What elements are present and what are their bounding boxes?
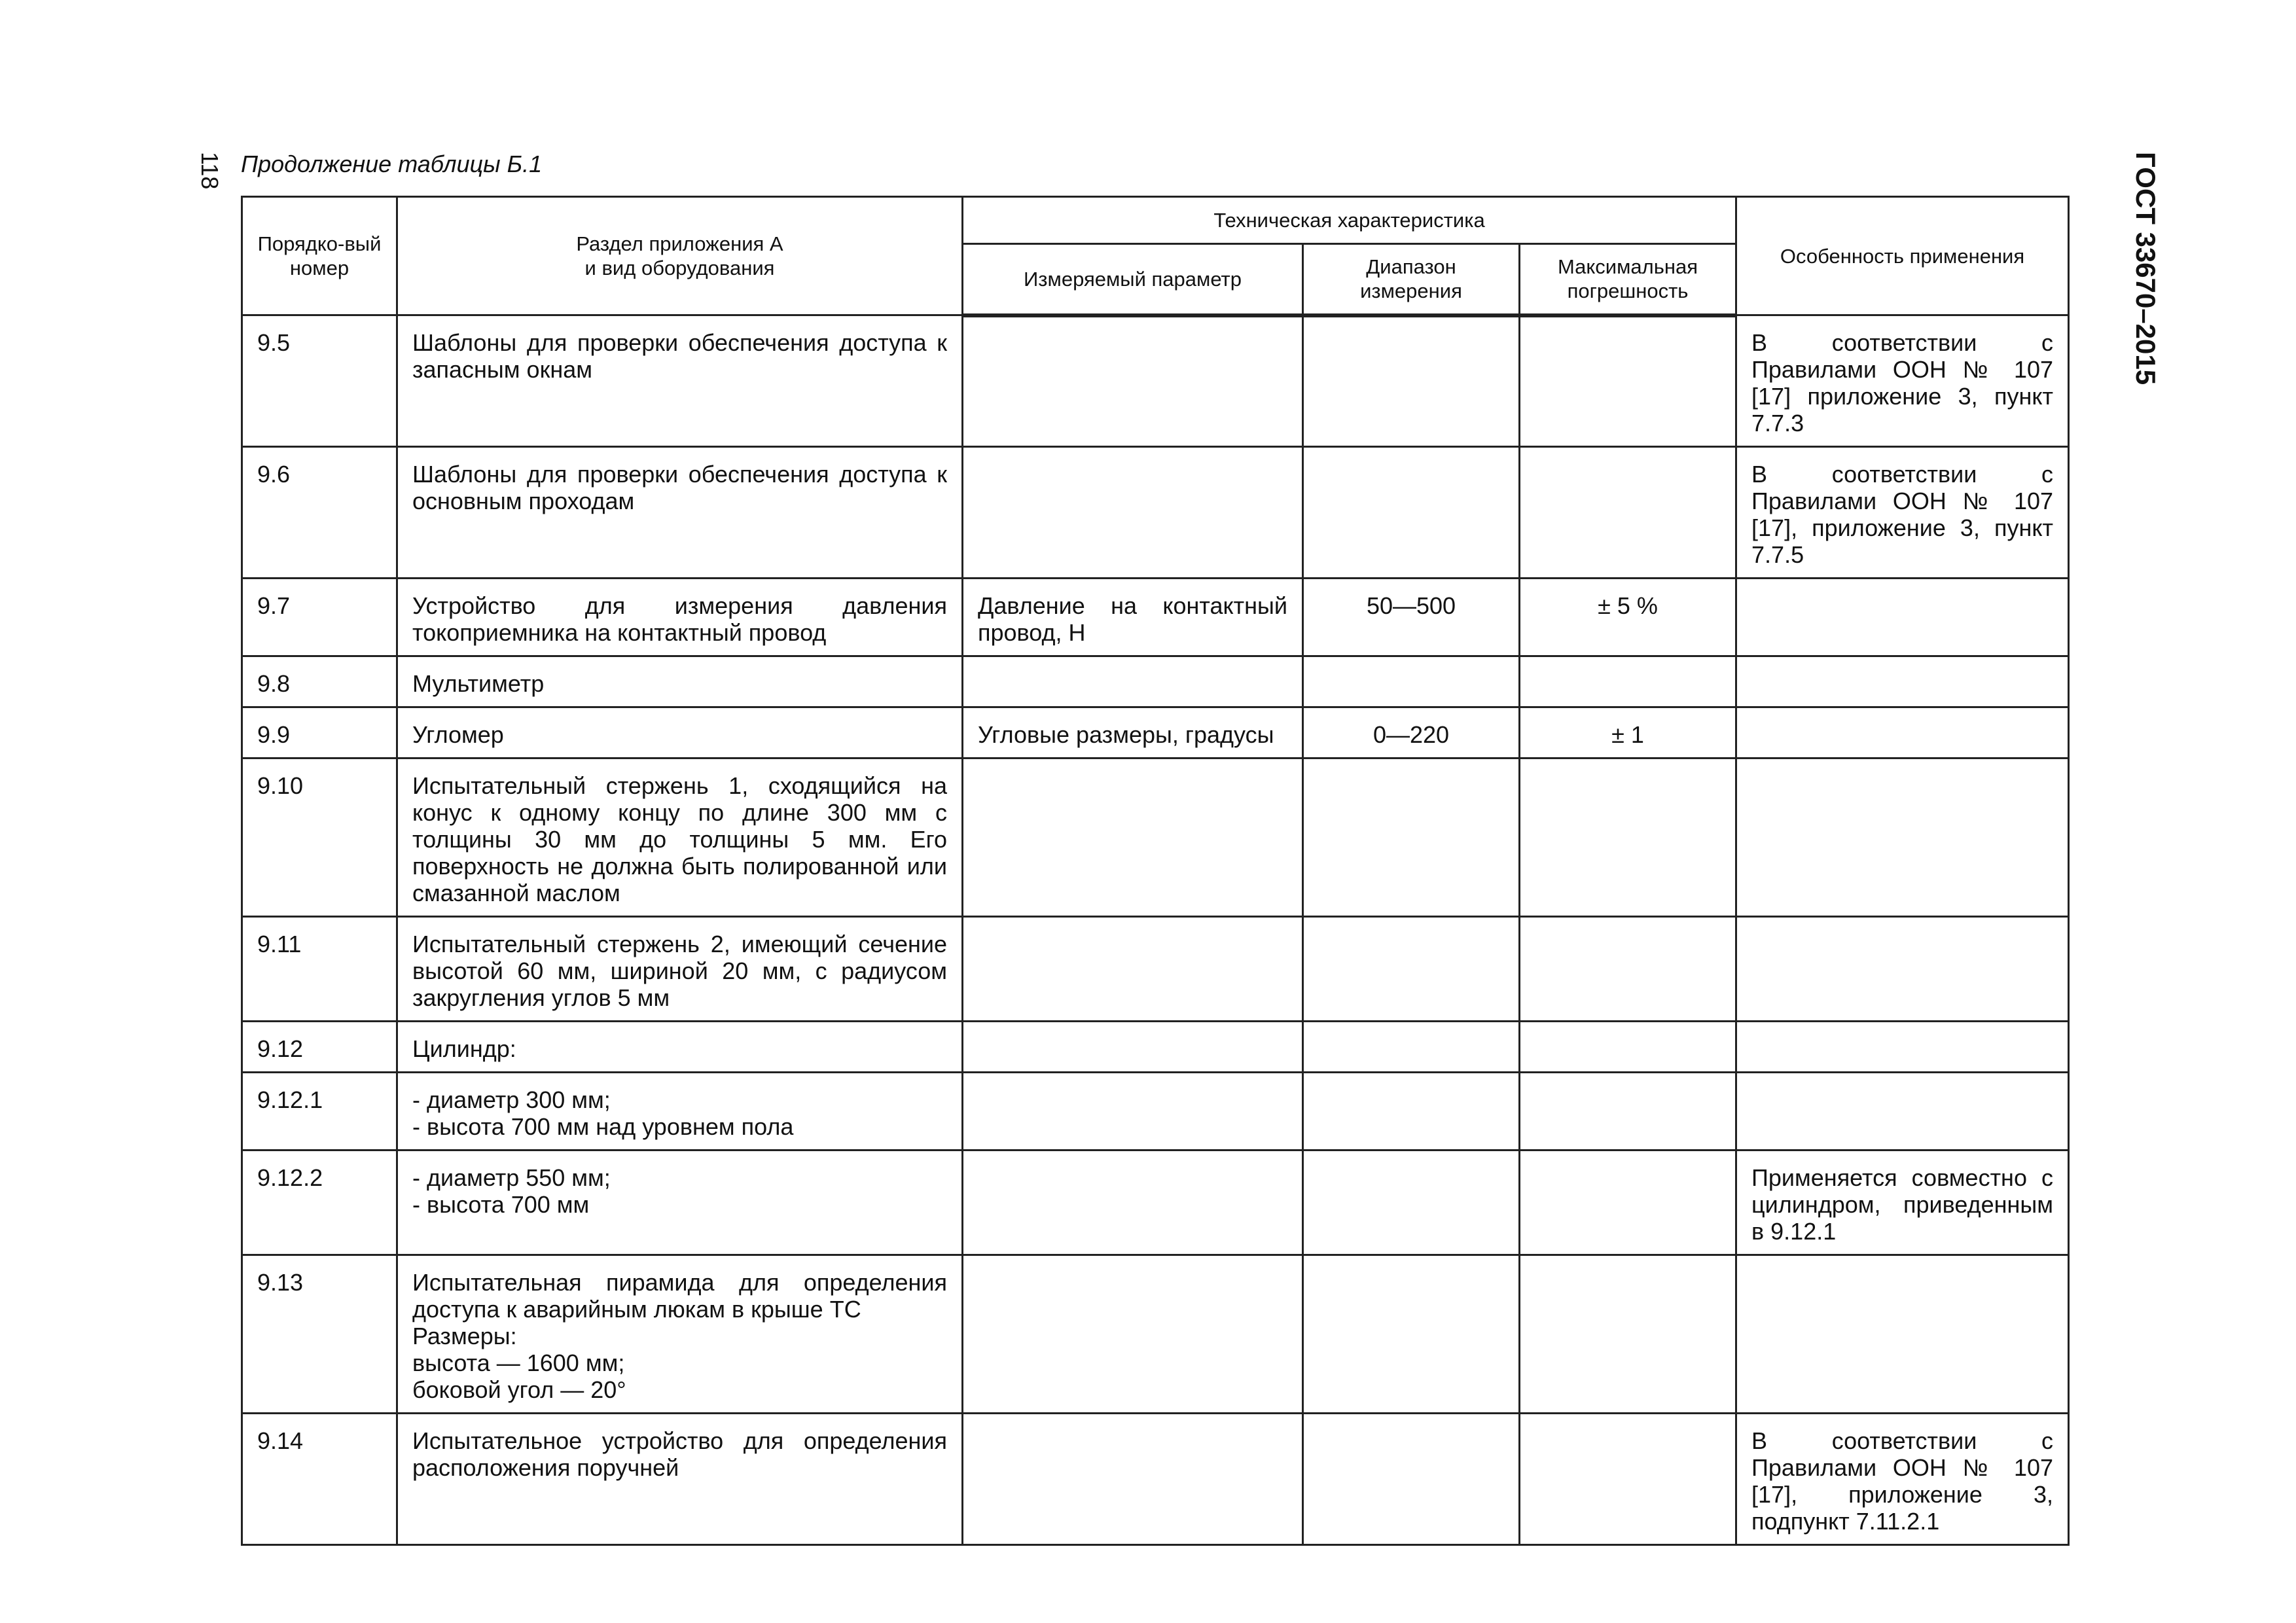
row-number: 9.5 <box>242 315 397 447</box>
row-parameter <box>963 1150 1303 1255</box>
row-section: Испытательный стержень 2, имеющий сечение высотой 60 мм, шириной 20 мм, с радиусом закругления углов 5 мм <box>397 917 963 1022</box>
row-error: ± 5 % <box>1520 579 1736 656</box>
table-row <box>242 1073 2069 1150</box>
row-range: 50—500 <box>1303 579 1520 656</box>
row-section: Мультиметр <box>397 656 963 707</box>
row-application <box>1736 656 2069 707</box>
row-application <box>1736 917 2069 1022</box>
header-parameter: Измеряемый параметр <box>963 244 1303 315</box>
row-error <box>1520 1150 1736 1255</box>
row-application <box>1736 1255 2069 1414</box>
row-range <box>1303 1414 1520 1545</box>
header-technical: Техническая характеристика <box>963 197 1736 244</box>
row-number: 9.14 <box>242 1414 397 1545</box>
row-error <box>1520 917 1736 1022</box>
table-row <box>242 707 2069 758</box>
row-number: 9.7 <box>242 579 397 656</box>
table-row <box>242 1022 2069 1073</box>
row-error <box>1520 315 1736 447</box>
row-number: 9.10 <box>242 758 397 917</box>
row-parameter <box>963 758 1303 917</box>
row-parameter <box>963 656 1303 707</box>
row-section: Испытательный стержень 1, сходящийся на конус к одному концу по длине 300 мм с толщины 30 мм до толщины 5 мм. Его поверхность не должна быть полированной или смазанной маслом <box>397 758 963 917</box>
header-error-line-1: Максимальная <box>1557 255 1698 279</box>
section-line: боковой угол — 20° <box>412 1376 626 1403</box>
section-line: - диаметр 550 мм; <box>412 1164 611 1191</box>
row-section: Испытательное устройство для определения расположения поручней <box>397 1414 963 1545</box>
row-range <box>1303 315 1520 447</box>
row-parameter: Давление на контактный провод, Н <box>963 579 1303 656</box>
row-application: В соответствии с Правилами ООН № 107 [17] приложение 3, пункт 7.7.3 <box>1736 315 2069 447</box>
table-row <box>242 1150 2069 1255</box>
row-section <box>397 1150 963 1255</box>
row-range: 0—220 <box>1303 707 1520 758</box>
row-number: 9.8 <box>242 656 397 707</box>
row-error <box>1520 447 1736 579</box>
table-caption: Продолжение таблицы Б.1 <box>241 151 543 177</box>
header-number: Порядко-вый номер <box>242 197 397 315</box>
section-line: - высота 700 мм над уровнем пола <box>412 1113 794 1140</box>
row-error <box>1520 1022 1736 1073</box>
table-row <box>242 1414 2069 1545</box>
equipment-table <box>241 196 2070 1546</box>
section-line: Испытательная пирамида для определения доступа к аварийным люкам в крыше ТС <box>412 1269 947 1323</box>
row-number: 9.9 <box>242 707 397 758</box>
row-parameter <box>963 1255 1303 1414</box>
row-range <box>1303 917 1520 1022</box>
row-number: 9.11 <box>242 917 397 1022</box>
row-range <box>1303 758 1520 917</box>
header-section-line-1: Раздел приложения А <box>576 232 783 255</box>
document-code: ГОСТ 33670–2015 <box>2130 152 2161 385</box>
header-error-line-2: погрешность <box>1567 279 1689 303</box>
row-application: В соответствии с Правилами ООН № 107 [17], приложение 3, подпункт 7.11.2.1 <box>1736 1414 2069 1545</box>
row-number: 9.13 <box>242 1255 397 1414</box>
row-application <box>1736 1073 2069 1150</box>
row-parameter <box>963 917 1303 1022</box>
row-error <box>1520 758 1736 917</box>
row-section: Шаблоны для проверки обеспечения доступа к основным проходам <box>397 447 963 579</box>
row-range <box>1303 447 1520 579</box>
header-error <box>1520 244 1736 315</box>
row-section <box>397 1255 963 1414</box>
table-header <box>242 197 2069 315</box>
row-section <box>397 1073 963 1150</box>
row-error <box>1520 1073 1736 1150</box>
row-range <box>1303 1022 1520 1073</box>
row-error: ± 1 <box>1520 707 1736 758</box>
table-row <box>242 447 2069 579</box>
row-application: В соответствии с Правилами ООН № 107 [17], приложение 3, пункт 7.7.5 <box>1736 447 2069 579</box>
table-row <box>242 315 2069 447</box>
section-line: высота — 1600 мм; <box>412 1349 625 1376</box>
row-parameter <box>963 315 1303 447</box>
row-error <box>1520 1414 1736 1545</box>
row-number: 9.6 <box>242 447 397 579</box>
table-row <box>242 656 2069 707</box>
row-section: Шаблоны для проверки обеспечения доступа к запасным окнам <box>397 315 963 447</box>
section-line: - высота 700 мм <box>412 1191 590 1218</box>
row-range <box>1303 1073 1520 1150</box>
row-number: 9.12.2 <box>242 1150 397 1255</box>
row-parameter <box>963 1022 1303 1073</box>
row-section: Цилиндр: <box>397 1022 963 1073</box>
row-application <box>1736 758 2069 917</box>
row-range <box>1303 656 1520 707</box>
section-line: Размеры: <box>412 1323 517 1349</box>
row-parameter: Угловые размеры, градусы <box>963 707 1303 758</box>
header-range-line-1: Диапазон <box>1366 255 1456 279</box>
header-section <box>397 197 963 315</box>
section-line: - диаметр 300 мм; <box>412 1086 611 1113</box>
table-row <box>242 758 2069 917</box>
table-row <box>242 579 2069 656</box>
header-application: Особенность применения <box>1736 197 2069 315</box>
row-parameter <box>963 1073 1303 1150</box>
row-section: Устройство для измерения давления токоприемника на контактный провод <box>397 579 963 656</box>
row-number: 9.12 <box>242 1022 397 1073</box>
row-range <box>1303 1255 1520 1414</box>
row-application: Применяется совместно с цилиндром, приведенным в 9.12.1 <box>1736 1150 2069 1255</box>
table-row <box>242 917 2069 1022</box>
row-section: Угломер <box>397 707 963 758</box>
row-number: 9.12.1 <box>242 1073 397 1150</box>
row-parameter <box>963 447 1303 579</box>
row-range <box>1303 1150 1520 1255</box>
row-application <box>1736 579 2069 656</box>
row-error <box>1520 656 1736 707</box>
row-application <box>1736 1022 2069 1073</box>
row-error <box>1520 1255 1736 1414</box>
header-range <box>1303 244 1520 315</box>
row-application <box>1736 707 2069 758</box>
row-parameter <box>963 1414 1303 1545</box>
table-row <box>242 1255 2069 1414</box>
header-section-line-2: и вид оборудования <box>584 257 775 279</box>
header-range-line-2: измерения <box>1360 279 1462 303</box>
page-number: 118 <box>196 152 223 190</box>
